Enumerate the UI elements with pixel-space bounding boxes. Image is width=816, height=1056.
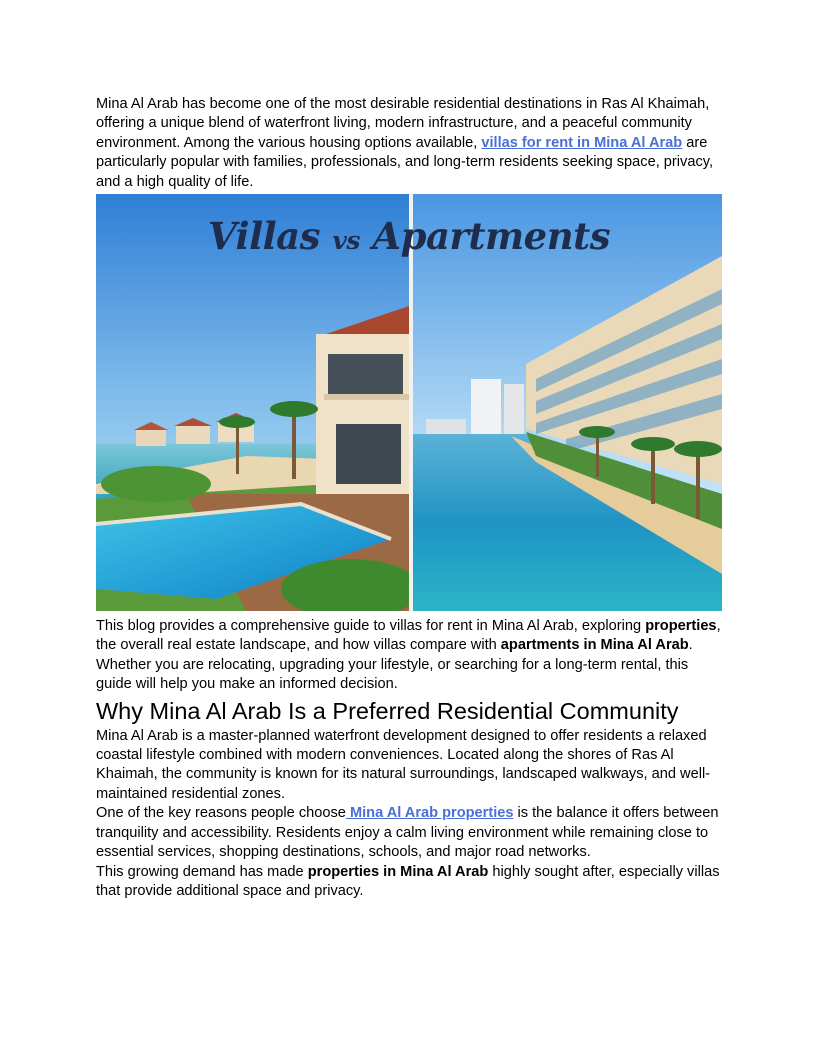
guide-text-3: . Whether you are relocating, upgrading your lifestyle, or searching for a long-term rental, this guide will help you make an informed decision. xyxy=(96,637,693,693)
figure-title xyxy=(96,214,722,258)
villas-for-rent-link[interactable]: villas for rent in Mina Al Arab xyxy=(481,134,683,151)
guide-bold-properties: properties xyxy=(645,618,717,635)
intro-text-2: are particularly popular with families, professionals, and long-term residents seeking space, privacy, and a high quality of life. xyxy=(96,134,714,190)
villas-vs-apartments-image xyxy=(96,194,722,611)
guide-text-1: This blog provides a comprehensive guide to villas for rent in Mina Al Arab, exploring xyxy=(96,618,646,635)
section-paragraph-1: Mina Al Arab is a master-planned waterfront development designed to offer residents a relaxed coastal lifestyle combined with modern conveniences. Located along the shores of Ras Al Khaimah, the community is known for its natural surroundings, landscaped walkways, and well-maintained residential zones. xyxy=(96,727,711,802)
guide-bold-apartments: apartments in Mina Al Arab xyxy=(500,637,689,654)
figure-title-vs: vs xyxy=(332,226,360,256)
intro-text-1: Mina Al Arab has become one of the most desirable residential destinations in Ras Al Khaimah, offering a unique blend of waterfront living, modern infrastructure, and a peaceful community environment. Among the various housing options available, xyxy=(96,96,710,151)
figure-title-villas: Villas xyxy=(207,214,320,259)
section-p3-text-2: highly sought after, especially villas that provide additional space and privacy. xyxy=(96,863,720,899)
document-page xyxy=(96,95,722,901)
section-p3-bold: properties in Mina Al Arab xyxy=(307,863,489,880)
section-paragraph-2 xyxy=(96,804,722,862)
mina-al-arab-properties-link[interactable]: Mina Al Arab properties xyxy=(345,805,514,822)
intro-paragraph xyxy=(96,95,722,192)
section-heading: Why Mina Al Arab Is a Preferred Residential Community xyxy=(96,697,679,724)
figure-title-apartments: Apartments xyxy=(372,214,611,259)
section-paragraph-3 xyxy=(96,863,722,902)
section-p3-text-1: This growing demand has made xyxy=(96,863,308,880)
guide-paragraph xyxy=(96,617,722,695)
guide-text-2: , the overall real estate landscape, and how villas compare with xyxy=(96,618,721,654)
section-p2-text-2: is the balance it offers between tranquility and accessibility. Residents enjoy a calm living environment while remaining close to essential services, shopping destinations, schools, and major road networks. xyxy=(96,805,719,861)
section-p2-text-1: One of the key reasons people choose xyxy=(96,805,346,822)
